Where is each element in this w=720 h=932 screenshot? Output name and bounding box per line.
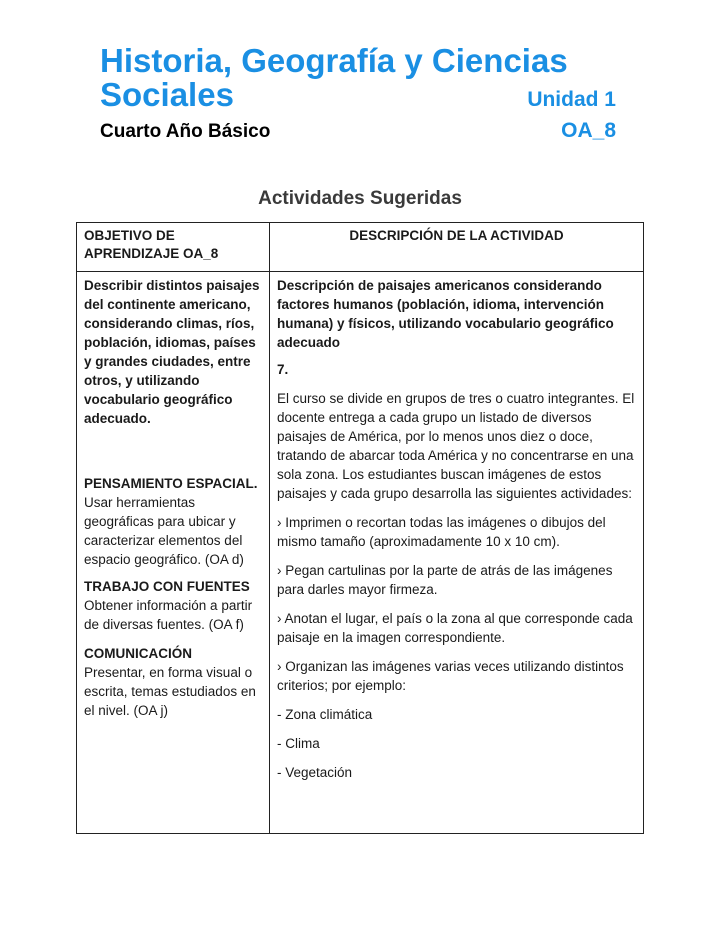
grade-label: Cuarto Año Básico xyxy=(100,121,271,142)
activity-intro: El curso se divide en grupos de tres o cuatro integrantes. El docente entrega a cada grupo un listado de diversos paisajes de América, por lo menos unos diez o doce, tratando de abarcar toda América y no concentrarse en una sola zona. Los estudiantes buscan imágenes de estos paisajes y cada grupo desarrolla las siguientes actividades: xyxy=(277,391,635,501)
skill-title: PENSAMIENTO ESPACIAL. xyxy=(84,476,258,491)
activity-step: › Anotan el lugar, el país o la zona al que corresponde cada paisaje en la imagen correspondiente. xyxy=(277,611,633,645)
objective-header: OBJETIVO DE APRENDIZAJE OA_8 xyxy=(77,223,270,272)
page-header xyxy=(100,44,616,145)
skill-item xyxy=(84,474,262,569)
skill-title: COMUNICACIÓN xyxy=(84,646,192,661)
grade-row xyxy=(100,118,616,145)
activity-step: › Pegan cartulinas por la parte de atrás de las imágenes para darles mayor firmeza. xyxy=(277,563,613,597)
criteria-item: - Vegetación xyxy=(277,765,353,780)
activities-table xyxy=(76,222,644,834)
description-header: DESCRIPCIÓN DE LA ACTIVIDAD xyxy=(270,223,644,272)
oa-label: OA_8 xyxy=(561,119,616,142)
skill-text: Presentar, en forma visual o escrita, temas estudiados en el nivel. (OA j) xyxy=(84,665,256,718)
skill-item xyxy=(84,644,262,720)
table-row xyxy=(77,272,644,834)
skill-title: TRABAJO CON FUENTES xyxy=(84,579,250,594)
skill-text: Obtener información a partir de diversas fuentes. (OA f) xyxy=(84,598,253,632)
activity-title: Descripción de paisajes americanos considerando factores humanos (población, idioma, intervención humana) y físicos, utilizando vocabulario geográfico adecuado xyxy=(277,278,614,350)
skill-item xyxy=(84,577,262,634)
subject-title-line2: Sociales xyxy=(100,76,234,113)
activity-step: › Organizan las imágenes varias veces utilizando distintos criterios; por ejemplo: xyxy=(277,659,624,693)
description-cell xyxy=(270,272,644,834)
activity-step: › Imprimen o recortan todas las imágenes o dibujos del mismo tamaño (aproximadamente 10 x 10 cm). xyxy=(277,515,606,549)
activity-number: 7. xyxy=(277,362,289,377)
title-row xyxy=(100,78,616,117)
subject-title-line1: Historia, Geografía y Ciencias xyxy=(100,42,568,79)
criteria-item: - Clima xyxy=(277,736,320,751)
criteria-item: - Zona climática xyxy=(277,707,373,722)
objective-cell xyxy=(77,272,270,834)
table-header-row xyxy=(77,223,644,272)
unit-label: Unidad 1 xyxy=(527,88,616,111)
objective-text: Describir distintos paisajes del continente americano, considerando climas, ríos, población, idiomas, países y grandes ciudades, entre otros, y utilizando vocabulario geográfico adecuado. xyxy=(84,278,260,426)
skill-text: Usar herramientas geográficas para ubicar y caracterizar elementos del espacio geográfico. (OA d) xyxy=(84,495,244,567)
section-title: Actividades Sugeridas xyxy=(258,188,462,209)
